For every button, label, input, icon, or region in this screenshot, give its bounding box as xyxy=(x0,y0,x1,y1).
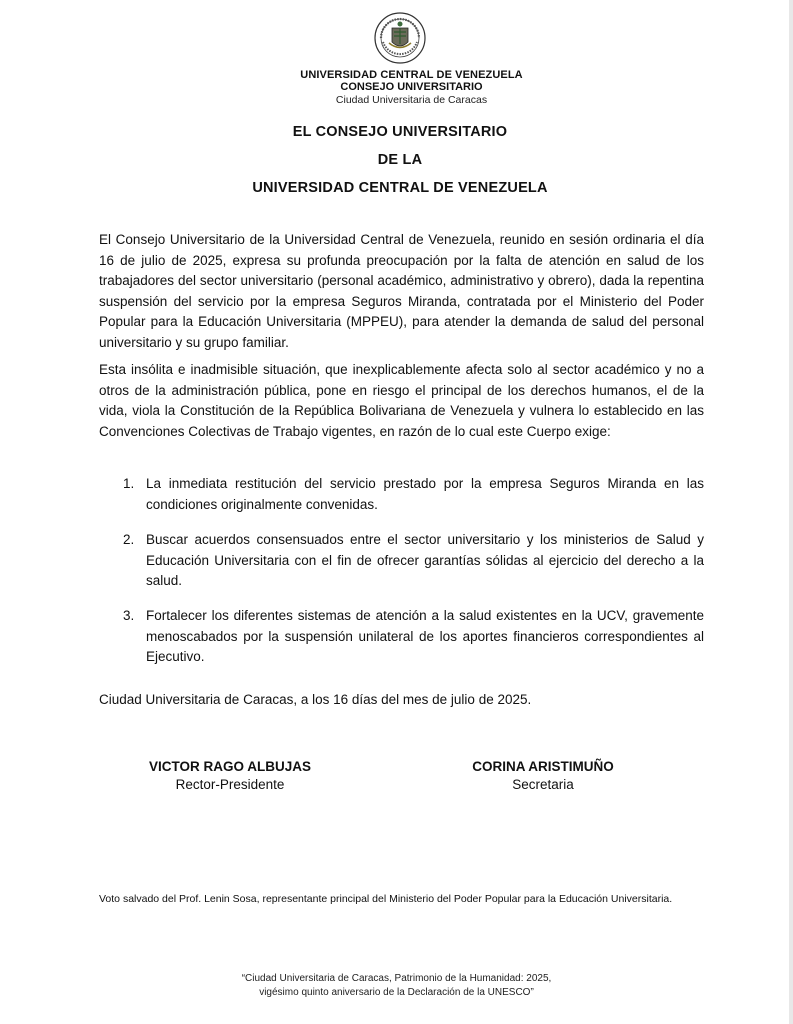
footer-motto xyxy=(0,972,793,999)
list-item-number: 2. xyxy=(123,532,135,547)
university-seal-logo xyxy=(374,12,426,64)
paragraph-situation: Esta insólita e inadmisible situación, que inexplicablemente afecta solo al sector académico y no a otros de la administración pública, pone en riesgo el principal de los derechos humanos, el de la vida, viola la Constitución de la República Bolivariana de Venezuela y vulnera lo establecido en las Convenciones Colectivas de Trabajo vigentes, en razón de lo cual este Cuerpo exige: xyxy=(99,362,704,439)
signatory-name: VICTOR RAGO ALBUJAS xyxy=(148,759,311,774)
signatory-role: Rector-Presidente xyxy=(175,777,285,792)
demand-list-item-3 xyxy=(99,606,704,668)
demand-list-item-2 xyxy=(99,530,704,592)
document-title-line-1: EL CONSEJO UNIVERSITARIO xyxy=(292,124,508,140)
list-item-number: 1. xyxy=(123,476,135,491)
list-item xyxy=(99,530,704,592)
page-edge-shadow xyxy=(789,0,793,1024)
list-item-number: 3. xyxy=(123,608,135,623)
list-item-text: Fortalecer los diferentes sistemas de atención a la salud existentes en la UCV, gravemente menoscabados por la suspensión unilateral de los aportes financieros correspondientes al Ejecutivo. xyxy=(146,608,704,665)
signature-rector xyxy=(120,758,340,794)
document-title-line-2: DE LA xyxy=(377,152,423,168)
closing-date-line: Ciudad Universitaria de Caracas, a los 16 días del mes de julio de 2025. xyxy=(99,692,532,707)
list-item-text: La inmediata restitución del servicio prestado por la empresa Seguros Miranda en las condiciones originalmente convenidas. xyxy=(146,476,704,512)
institution-name: UNIVERSIDAD CENTRAL DE VENEZUELA xyxy=(300,69,523,81)
list-item xyxy=(99,474,704,515)
list-item xyxy=(99,606,704,668)
dissenting-vote-note: Voto salvado del Prof. Lenin Sosa, representante principal del Ministerio del Poder Popular para la Educación Universitaria. xyxy=(99,893,673,905)
document-title-line-3: UNIVERSIDAD CENTRAL DE VENEZUELA xyxy=(252,180,548,196)
list-item-text: Buscar acuerdos consensuados entre el sector universitario y los ministerios de Salud y Educación Universitaria con el fin de ofrecer garantías sólidas al ejercicio del derecho a la salud. xyxy=(146,532,704,589)
council-name: CONSEJO UNIVERSITARIO xyxy=(340,81,483,93)
footer-line-1: “Ciudad Universitaria de Caracas, Patrimonio de la Humanidad: 2025, xyxy=(241,973,552,984)
signature-secretary xyxy=(433,758,653,794)
paragraph-intro: El Consejo Universitario de la Universidad Central de Venezuela, reunido en sesión ordinaria el día 16 de julio de 2025, expresa su profunda preocupación por la falta de atención en salud de los trabajadores del sector universitario (personal académico, administrativo y obrero), dada la repentina suspensión del servicio por la empresa Seguros Miranda, contratada por el Ministerio del Poder Popular para la Educación Universitaria (MPPEU), para atender la demanda de salud del personal universitario y su grupo familiar. xyxy=(99,232,704,350)
location-line: Ciudad Universitaria de Caracas xyxy=(335,94,488,106)
footer-line-2: vigésimo quinto aniversario de la Declaración de la UNESCO” xyxy=(259,986,534,998)
demand-list-item-1 xyxy=(99,474,704,515)
signatory-name: CORINA ARISTIMUÑO xyxy=(472,759,614,774)
signatory-role: Secretaria xyxy=(512,777,574,792)
